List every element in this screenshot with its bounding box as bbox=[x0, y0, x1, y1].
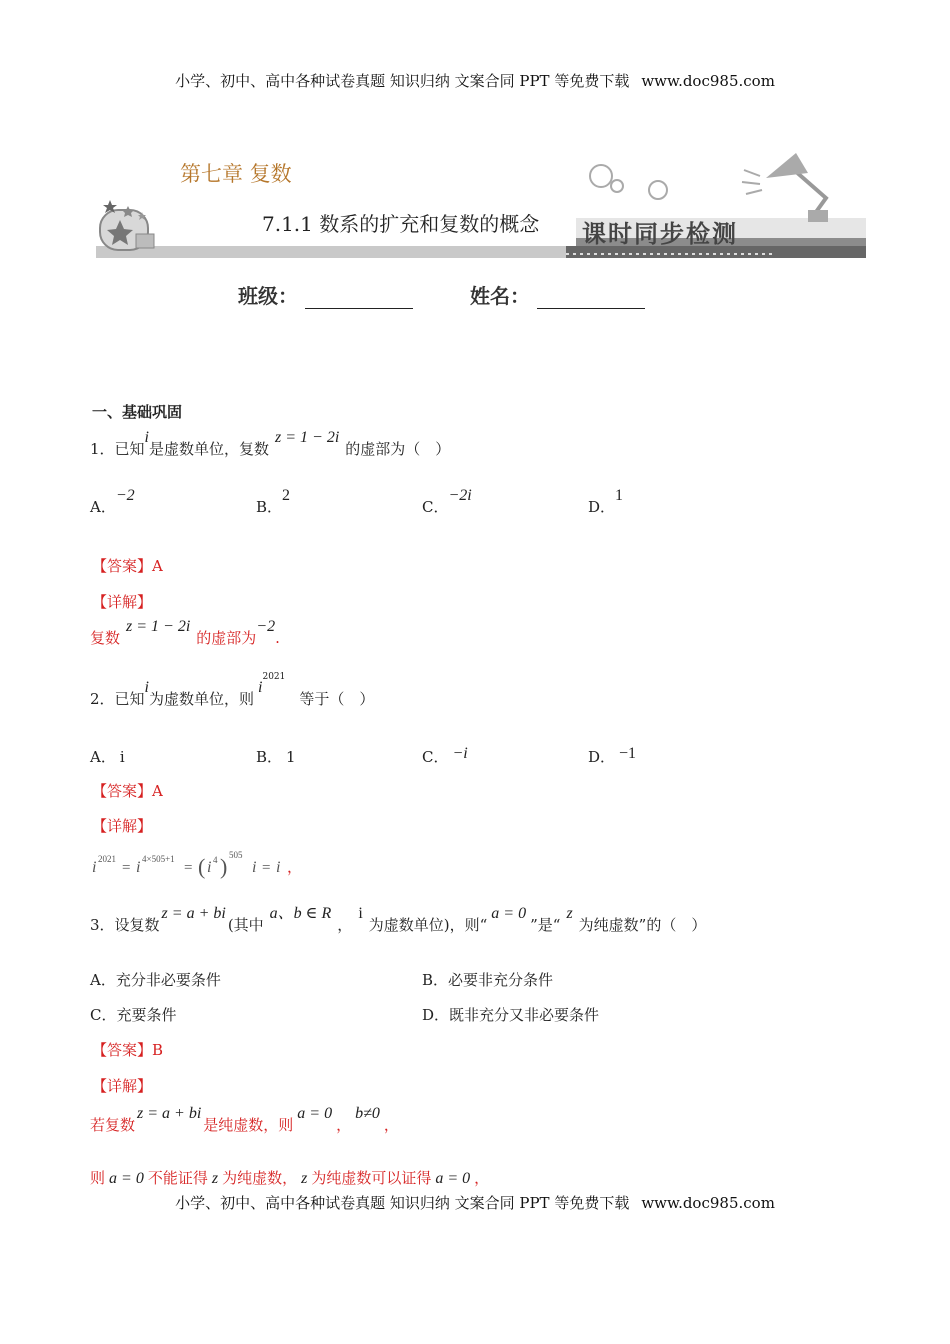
q1-num: 1．已知 bbox=[90, 440, 145, 458]
page-footer bbox=[0, 1192, 950, 1213]
svg-text:=: = bbox=[122, 860, 131, 876]
q1-expr: z = 1 − 2i bbox=[275, 429, 340, 446]
q3-p1: (其中 bbox=[227, 916, 264, 934]
q1-detail-val: −2 bbox=[256, 618, 276, 635]
q3-detail-label: 【详解】 bbox=[92, 1077, 153, 1095]
q3-p5: 为纯虚数”的（ ） bbox=[578, 916, 707, 934]
name-blank[interactable] bbox=[537, 290, 645, 309]
q2-num: 2．已知 bbox=[90, 690, 145, 708]
q1-option-c[interactable] bbox=[422, 487, 472, 517]
q1-detail-expr: z = 1 − 2i bbox=[126, 618, 191, 635]
q2-answer: 【答案】A bbox=[92, 782, 163, 800]
q2-option-a-label: A． bbox=[90, 748, 116, 766]
question-3 bbox=[90, 905, 707, 935]
svg-text:=: = bbox=[262, 860, 271, 876]
q3-answer: 【答案】B bbox=[92, 1041, 164, 1059]
chapter-title: 第七章 复数 bbox=[180, 162, 292, 186]
q2-option-c-value: −i bbox=[452, 745, 468, 762]
q3-option-b-label: B． bbox=[422, 971, 449, 989]
q1-option-c-label: C． bbox=[422, 498, 449, 516]
q3-option-a[interactable] bbox=[90, 969, 221, 990]
q1-option-d-value: 1 bbox=[615, 487, 624, 504]
header-site[interactable]: www.doc985.com bbox=[641, 72, 775, 90]
svg-text:505: 505 bbox=[229, 850, 243, 860]
q2-option-d-label: D． bbox=[588, 748, 616, 766]
q3-detail-line1 bbox=[90, 1105, 399, 1135]
svg-text:i: i bbox=[276, 859, 281, 876]
q3-a0: a = 0 bbox=[491, 905, 527, 922]
svg-text:i: i bbox=[252, 859, 257, 876]
q3-p4: ”是“ bbox=[530, 916, 561, 934]
q2-i: i bbox=[144, 679, 149, 696]
q3-num: 3．设复数 bbox=[90, 916, 160, 934]
q1-i: i bbox=[144, 429, 149, 446]
q2-option-d[interactable] bbox=[588, 746, 636, 767]
q3-line2-pre: 则 bbox=[90, 1169, 106, 1187]
q3-line1-mid: 是纯虚数，则 bbox=[203, 1116, 294, 1134]
q3-line2-a2: a = 0 bbox=[435, 1170, 471, 1187]
q1-option-b[interactable] bbox=[256, 487, 291, 517]
lesson-banner bbox=[96, 148, 866, 268]
q3-p2: ， bbox=[337, 916, 353, 934]
q1-end: 的虚部为（ ） bbox=[345, 440, 451, 458]
q2-option-d-value: −1 bbox=[619, 745, 637, 762]
q1-answer: 【答案】A bbox=[92, 557, 163, 575]
svg-text:=: = bbox=[184, 860, 193, 876]
q3-line1-a: a = 0 bbox=[297, 1105, 333, 1122]
q1-option-d-label: D． bbox=[588, 498, 616, 516]
question-1 bbox=[90, 429, 451, 459]
class-blank[interactable] bbox=[305, 290, 413, 309]
q1-detail-end: . bbox=[275, 629, 280, 647]
q2-option-b-label: B． bbox=[256, 748, 283, 766]
q2-exp: 2021 bbox=[262, 672, 286, 682]
q3-line1-b: b≠0 bbox=[355, 1105, 380, 1122]
q3-line2-mid: 不能证得 bbox=[147, 1169, 208, 1187]
q2-end: 等于（ ） bbox=[299, 690, 375, 708]
q3-line2-a: a = 0 bbox=[109, 1170, 144, 1187]
q2-option-a[interactable] bbox=[90, 746, 125, 767]
q3-cond: a、b ∈ R bbox=[269, 905, 332, 922]
q3-line1-sep: ， bbox=[336, 1116, 352, 1134]
q1-option-a-value: −2 bbox=[115, 487, 135, 504]
q3-option-c-value: 充要条件 bbox=[116, 1006, 177, 1024]
q2-detail-formula bbox=[90, 848, 320, 888]
svg-text:2021: 2021 bbox=[98, 854, 116, 864]
q3-option-c-label: C． bbox=[90, 1006, 117, 1024]
q2-option-c-label: C． bbox=[422, 748, 449, 766]
q3-i: i bbox=[358, 905, 363, 922]
svg-text:i: i bbox=[207, 859, 212, 876]
q3-expr: z = a + bi bbox=[161, 905, 226, 922]
q2-formula-graphic bbox=[90, 848, 320, 884]
q3-line2-z2: z bbox=[301, 1170, 308, 1187]
q1-option-a-label: A． bbox=[90, 498, 116, 516]
q3-detail-line2 bbox=[90, 1167, 489, 1188]
q3-line1-end: ， bbox=[383, 1116, 399, 1134]
q3-option-d-value: 既非充分又非必要条件 bbox=[449, 1006, 600, 1024]
q2-option-a-value: i bbox=[119, 748, 125, 766]
q1-detail-pre: 复数 bbox=[90, 629, 121, 647]
lesson-title: 7.1.1 数系的扩充和复数的概念 bbox=[262, 212, 540, 236]
q2-mid: 为虚数单位，则 bbox=[149, 690, 255, 708]
svg-text:(: ( bbox=[198, 854, 206, 879]
header-text: 小学、初中、高中各种试卷真题 知识归纳 文案合同 PPT 等免费下载 bbox=[175, 72, 630, 90]
q1-option-b-label: B． bbox=[256, 498, 283, 516]
q3-line2-z: z bbox=[211, 1170, 219, 1187]
q3-option-b[interactable] bbox=[422, 969, 553, 990]
class-field bbox=[238, 280, 413, 309]
badge-text: 课时同步检测 bbox=[582, 219, 738, 248]
footer-text: 小学、初中、高中各种试卷真题 知识归纳 文案合同 PPT 等免费下载 bbox=[175, 1194, 630, 1212]
q2-detail-comma: ， bbox=[287, 858, 303, 876]
q2-detail-label: 【详解】 bbox=[92, 817, 153, 835]
q3-line2-mid3: 为纯虚数可以证得 bbox=[311, 1169, 432, 1187]
q2-option-b[interactable] bbox=[256, 746, 296, 767]
q1-option-a[interactable] bbox=[90, 487, 135, 517]
section-title: 一、基础巩固 bbox=[92, 403, 183, 421]
svg-text:i: i bbox=[136, 859, 141, 876]
q2-base: i bbox=[258, 679, 263, 696]
q3-option-c[interactable] bbox=[90, 1004, 177, 1025]
q1-option-b-value: 2 bbox=[282, 487, 291, 504]
q1-detail-mid: 的虚部为 bbox=[196, 629, 257, 647]
q2-option-c[interactable] bbox=[422, 746, 468, 767]
q1-option-d[interactable] bbox=[588, 487, 624, 517]
q3-line2-end: ， bbox=[474, 1169, 490, 1187]
svg-text:4×505+1: 4×505+1 bbox=[142, 854, 175, 864]
q1-detail-label: 【详解】 bbox=[92, 593, 153, 611]
q1-mid: 是虚数单位，复数 bbox=[149, 440, 270, 458]
q3-p3: 为虚数单位)，则“ bbox=[368, 916, 488, 934]
footer-site[interactable]: www.doc985.com bbox=[641, 1194, 775, 1212]
name-label: 姓名： bbox=[470, 284, 530, 308]
svg-text:i: i bbox=[92, 859, 97, 876]
svg-text:4: 4 bbox=[213, 855, 218, 865]
name-field bbox=[470, 280, 645, 309]
q2-option-b-value: 1 bbox=[286, 748, 296, 766]
q3-option-a-label: A． bbox=[90, 971, 116, 989]
class-label: 班级： bbox=[238, 284, 298, 308]
question-2 bbox=[90, 672, 375, 709]
q1-option-c-value: −2i bbox=[448, 487, 472, 504]
q3-option-b-value: 必要非充分条件 bbox=[448, 971, 554, 989]
q3-option-d[interactable] bbox=[422, 1004, 599, 1025]
q3-line1-pre: 若复数 bbox=[90, 1116, 136, 1134]
q3-line1-expr: z = a + bi bbox=[137, 1105, 202, 1122]
q3-line2-mid2: 为纯虚数， bbox=[222, 1169, 298, 1187]
q3-z: z bbox=[566, 905, 573, 922]
page-header bbox=[0, 70, 950, 91]
svg-text:): ) bbox=[220, 854, 228, 879]
q3-option-d-label: D． bbox=[422, 1006, 450, 1024]
q1-detail bbox=[90, 618, 280, 648]
q3-option-a-value: 充分非必要条件 bbox=[115, 971, 221, 989]
